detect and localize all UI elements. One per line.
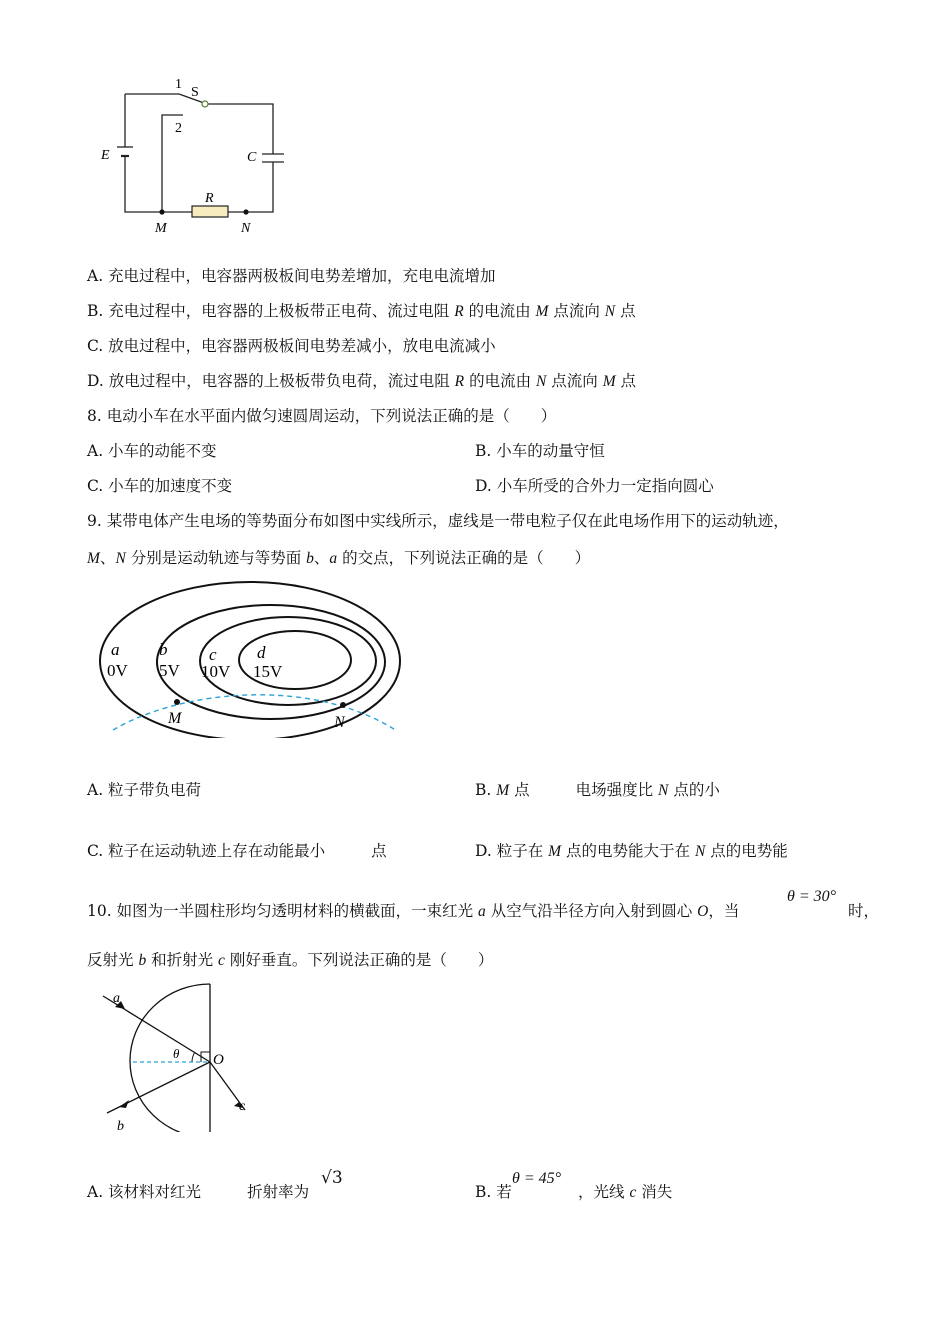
q9-stem-line2: M、N 分别是运动轨迹与等势面 b、a 的交点，下列说法正确的是（ ）	[87, 549, 591, 567]
q8-option-b: B. 小车的动量守恒	[475, 442, 605, 460]
sqrt3-formula: √3	[321, 1168, 343, 1188]
label-c-volt: 10V	[201, 662, 231, 681]
equipotential-diagram	[95, 578, 405, 738]
q8-option-c: C. 小车的加速度不变	[87, 477, 233, 495]
label-b-volt: 5V	[159, 661, 180, 680]
label-2: 2	[175, 121, 182, 136]
q7-option-c: C. 放电过程中，电容器两极板间电势差减小，放电电流减小	[87, 337, 496, 355]
label-a: a	[113, 991, 120, 1006]
label-b: b	[117, 1119, 124, 1132]
label-M: M	[168, 710, 182, 727]
q10-stem-line2: 反射光 b 和折射光 c 刚好垂直。下列说法正确的是（ ）	[87, 951, 494, 969]
semicircle-refraction-diagram	[95, 982, 265, 1132]
label-c: c	[209, 645, 217, 664]
label-a-volt: 0V	[107, 661, 128, 680]
q10-option-b: B. 若	[475, 1183, 512, 1201]
q9-option-d: D. 粒子在 M 点的电势能大于在 N 点的电势能	[475, 842, 788, 860]
q8-option-a: A. 小车的动能不变	[87, 442, 217, 460]
label-O: O	[213, 1052, 224, 1068]
q9-option-a: A. 粒子带负电荷	[87, 781, 202, 799]
q7-option-a: A. 充电过程中，电容器两极板间电势差增加，充电电流增加	[87, 267, 496, 285]
label-b: b	[159, 640, 168, 659]
label-R: R	[205, 191, 214, 206]
q9-stem-line1: 9. 某带电体产生电场的等势面分布如图中实线所示，虚线是一带电粒子仅在此电场作用下的运动轨迹，	[87, 512, 789, 530]
label-theta: θ	[173, 1046, 180, 1061]
label-a: a	[111, 640, 120, 659]
label-c: c	[239, 1099, 246, 1114]
q10-option-a: A. 该材料对红光 折射率为	[87, 1183, 310, 1201]
label-E: E	[101, 148, 110, 163]
q10-option-b-end: ，光线 c 消失	[578, 1183, 673, 1201]
q10-stem-line1: 10. 如图为一半圆柱形均匀透明材料的横截面，一束红光 a 从空气沿半径方向入射到圆心 O，当	[87, 902, 740, 920]
label-M: M	[155, 221, 167, 236]
label-C: C	[247, 150, 257, 165]
q7-option-b: B. 充电过程中，电容器的上极板带正电荷、流过电阻 R 的电流由 M 点流向 N 点	[87, 302, 636, 320]
label-N: N	[241, 221, 251, 236]
q10-stem-line1-end: 时，	[848, 902, 880, 920]
theta-30-formula: θ = 30°	[787, 888, 837, 905]
circuit-diagram	[95, 70, 295, 240]
label-d: d	[257, 643, 266, 662]
q7-option-d: D. 放电过程中，电容器的上极板带负电荷，流过电阻 R 的电流由 N 点流向 M 点	[87, 372, 637, 390]
label-N: N	[334, 714, 345, 731]
label-d-volt: 15V	[253, 662, 283, 681]
q8-option-d: D. 小车所受的合外力一定指向圆心	[475, 477, 714, 495]
theta-45-formula: θ = 45°	[512, 1170, 562, 1187]
q8-stem: 8. 电动小车在水平面内做匀速圆周运动，下列说法正确的是（ ）	[87, 407, 557, 425]
label-S: S	[191, 85, 199, 100]
q9-option-b: B. M 点 电场强度比 N 点的小	[475, 781, 720, 799]
q9-option-c: C. 粒子在运动轨迹上存在动能最小 点	[87, 842, 387, 860]
label-1: 1	[175, 77, 182, 92]
